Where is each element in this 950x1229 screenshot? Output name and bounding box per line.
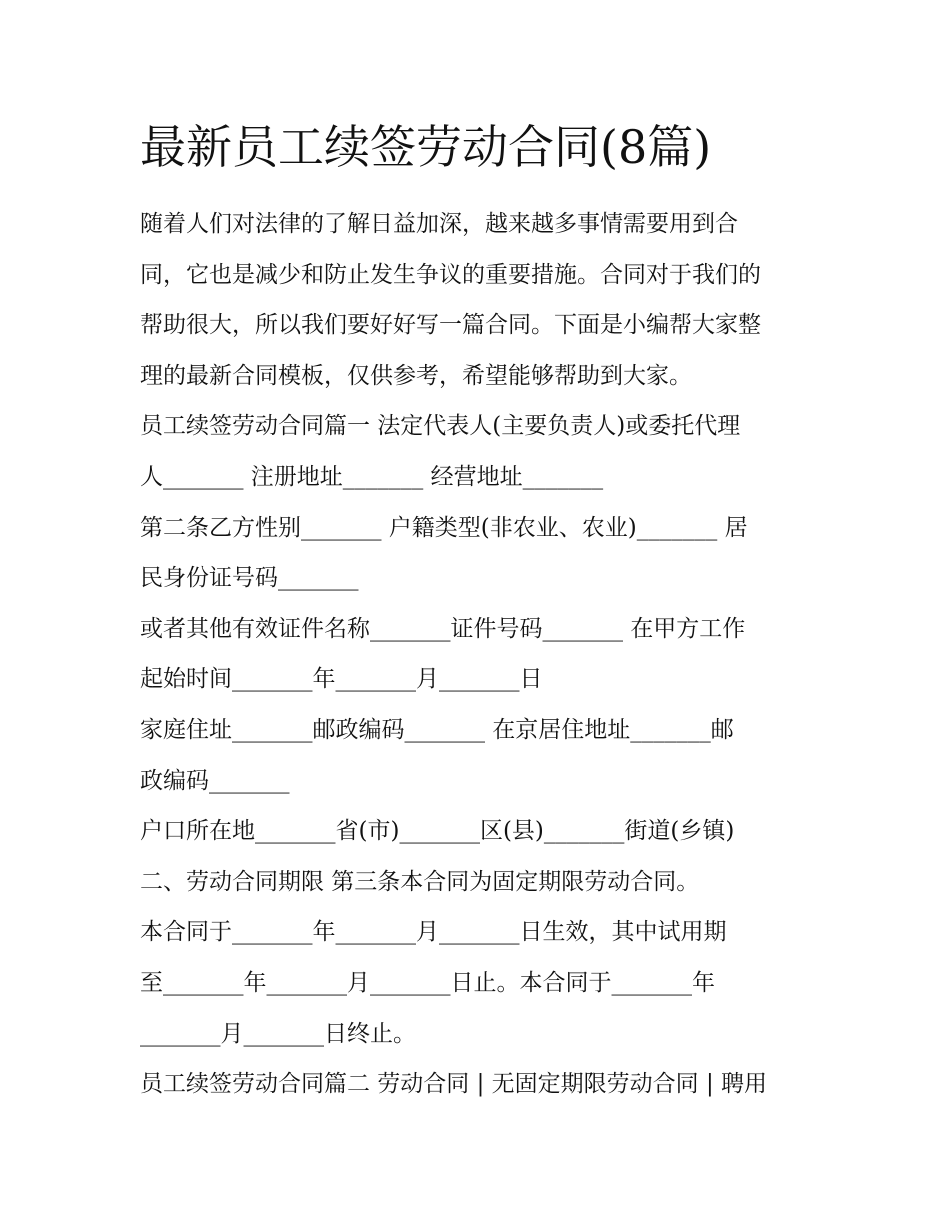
form-field-line: 第二条乙方性别_______ 户籍类型(非农业、农业)_______ 居 <box>140 515 748 541</box>
document-title: 最新员工续签劳动合同(8篇) <box>140 120 712 174</box>
paragraph-line: 帮助很大，所以我们要好好写一篇合同。下面是小编帮大家整 <box>140 312 761 338</box>
paragraph-line: 同，它也是减少和防止发生争议的重要措施。合同对于我们的 <box>140 262 761 288</box>
section-heading-line: 员工续签劳动合同篇一 法定代表人(主要负责人)或委托代理 <box>140 413 741 439</box>
form-field-line: 民身份证号码_______ <box>140 565 359 591</box>
paragraph-line: 理的最新合同模板，仅供参考，希望能够帮助到大家。 <box>140 363 692 389</box>
form-field-line: 或者其他有效证件名称_______证件号码_______ 在甲方工作 <box>140 616 746 642</box>
section-heading-line: 二、劳动合同期限 第三条本合同为固定期限劳动合同。 <box>140 869 700 895</box>
form-field-line: 政编码_______ <box>140 768 290 794</box>
section-heading-line: 员工续签劳动合同篇二 劳动合同 | 无固定期限劳动合同 | 聘用 <box>140 1071 768 1097</box>
form-field-line: 起始时间_______年_______月_______日 <box>140 666 543 692</box>
form-field-line: 本合同于_______年_______月_______日生效，其中试用期 <box>140 919 727 945</box>
form-field-line: 人_______ 注册地址_______ 经营地址_______ <box>140 464 604 490</box>
paragraph-line: 随着人们对法律的了解日益加深，越来越多事情需要用到合 <box>140 211 738 237</box>
form-field-line: 至_______年_______月_______日止。本合同于_______年 <box>140 970 715 996</box>
form-field-line: 户口所在地_______省(市)_______区(县)_______街道(乡镇) <box>140 818 735 844</box>
form-field-line: _______月_______日终止。 <box>140 1021 416 1047</box>
form-field-line: 家庭住址_______邮政编码_______ 在京居住地址_______邮 <box>140 717 734 743</box>
